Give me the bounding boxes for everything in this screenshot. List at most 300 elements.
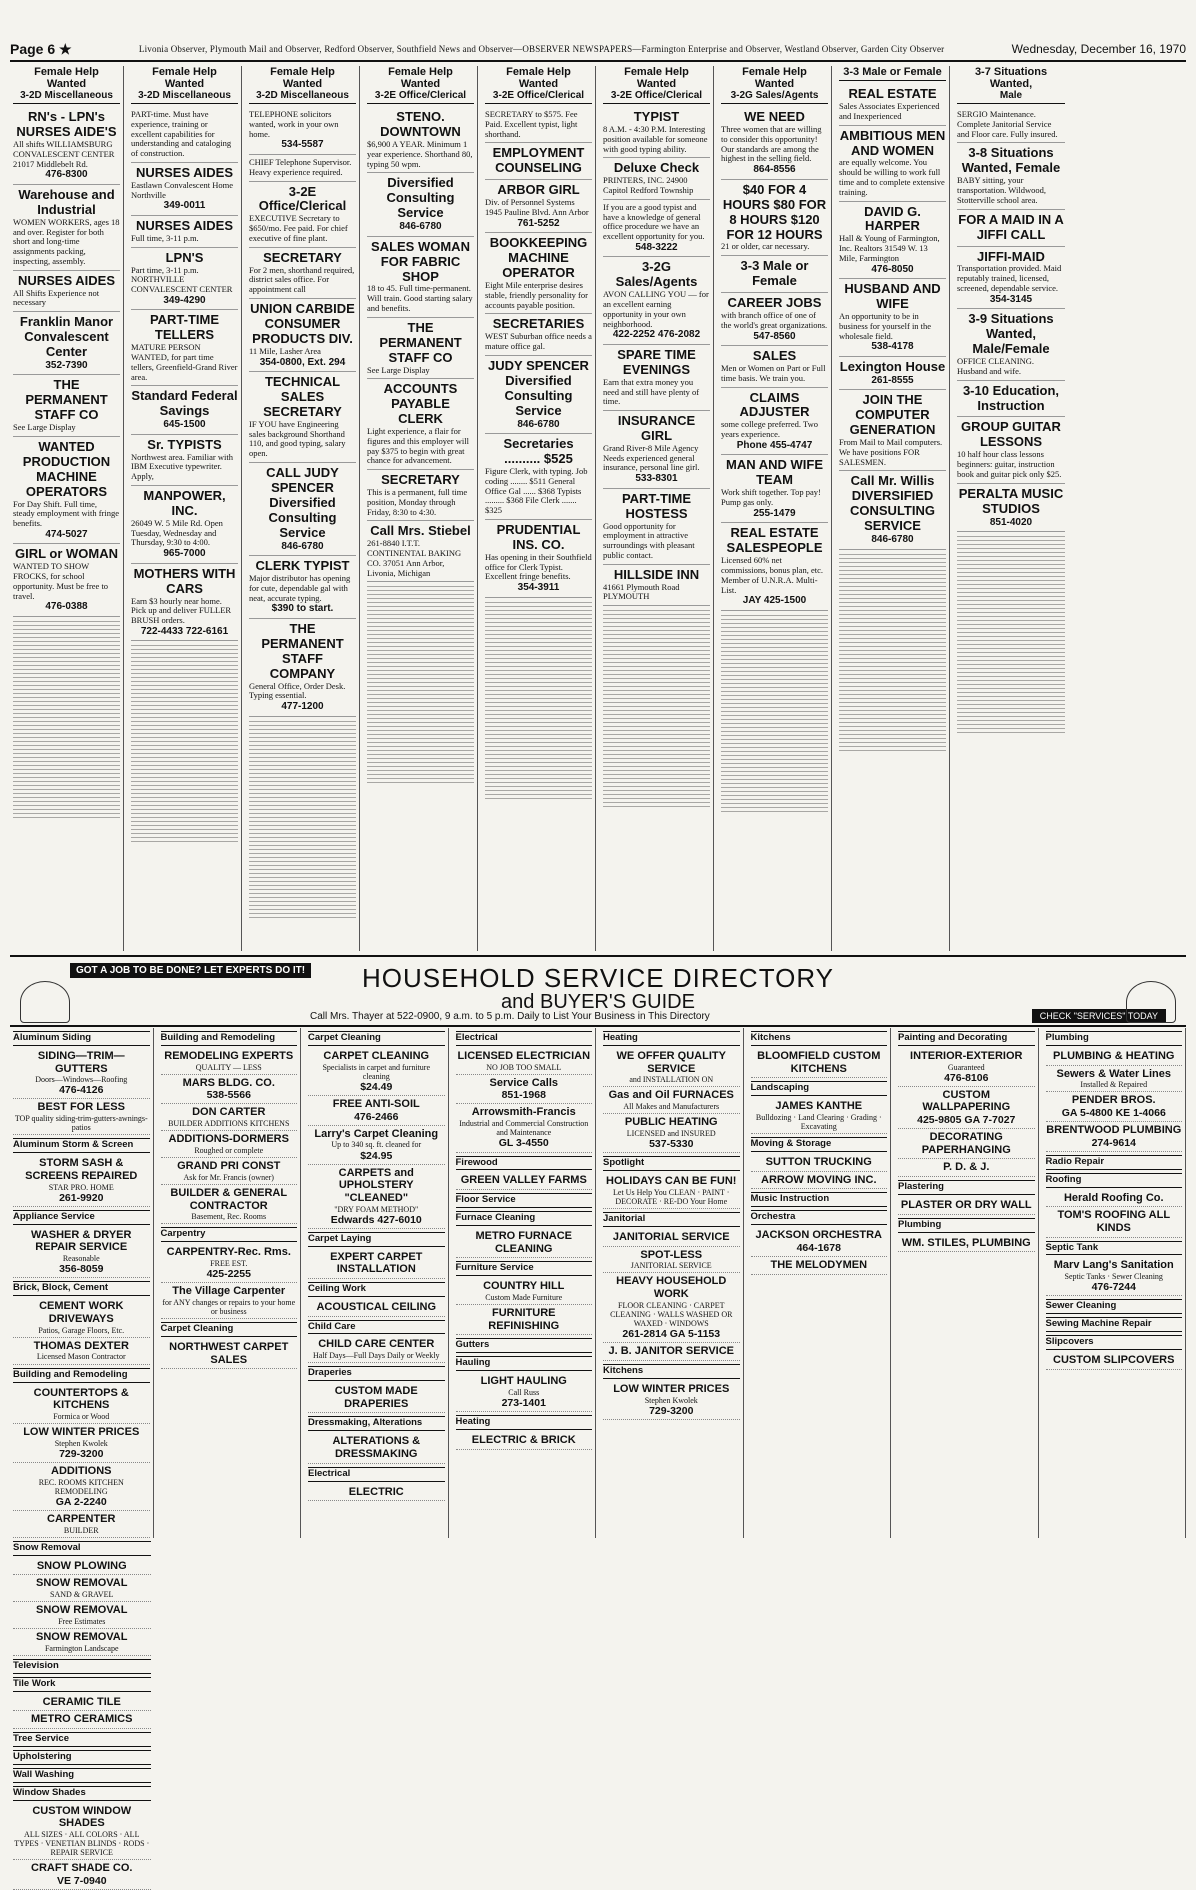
ad-title: Call Mr. Willis DIVERSIFIED CONSULTING SERVICE: [850, 473, 935, 534]
fine-print-block: [485, 602, 592, 802]
listing-detail: Specialists in carpet and furniture cleaning: [322, 1062, 431, 1081]
ad-body: with branch office of one of the world's great organizations.: [721, 310, 828, 330]
ad-body: BABY sitting, your transportation. Wildwood, Stotterville school area.: [957, 175, 1046, 205]
listing-name: ARROW MOVING INC.: [761, 1173, 877, 1186]
listing-name: METRO FURNACE CLEANING: [475, 1229, 573, 1255]
ad-phone: 354-0800, Ext. 294: [259, 356, 346, 368]
column-heading-title: 3-7 Situations Wanted,: [974, 66, 1048, 91]
ad-title: 3-8 Situations Wanted, Female: [961, 145, 1061, 176]
listing-phone: 425-2255: [206, 1268, 251, 1281]
classified-ad: [131, 435, 238, 486]
column-heading-subtitle: 3-2E Office/Clerical: [610, 90, 703, 102]
directory-listing: [308, 1484, 445, 1502]
ad-title: MAN AND WIFE TEAM: [725, 457, 823, 488]
ad-body: are equally welcome. You should be willing to work full time and to complete extensive training.: [839, 157, 945, 197]
ad-body: Full time, 3-11 p.m.: [131, 232, 199, 243]
directory-section-heading: Heating: [456, 1415, 593, 1430]
listing-name: MARS BLDG. CO.: [182, 1076, 275, 1089]
ad-title: Deluxe Check: [613, 160, 700, 176]
directory-section-heading: Brick, Block, Cement: [13, 1281, 150, 1296]
directory-column: [748, 1028, 892, 1538]
directory-listing: [898, 1159, 1035, 1177]
listing-name: SNOW REMOVAL: [36, 1604, 128, 1617]
ad-phone: 533-8301: [635, 473, 678, 485]
directory-listing: [1046, 1207, 1183, 1237]
classified-ad: [957, 484, 1065, 532]
directory-listing: [603, 1114, 740, 1153]
directory-listing: [161, 1104, 298, 1131]
classified-ad: [249, 463, 356, 556]
fine-print-block: [13, 621, 120, 821]
directory-section-heading: Tree Service: [13, 1732, 151, 1747]
classified-ad: [721, 293, 828, 346]
classified-ad: [249, 619, 356, 717]
listing-phone: $24.49: [360, 1080, 393, 1093]
listing-name: J. B. JANITOR SERVICE: [608, 1345, 735, 1358]
ad-title: BOOKKEEPING MACHINE OPERATOR: [489, 235, 588, 281]
ad-body: If you are a good typist and have a knowledge of general office procedure we have an excellent opportunity for you.: [603, 201, 705, 242]
directory-section-heading: Janitorial: [603, 1212, 740, 1227]
ad-body: All shifts WILLIAMSBURG CONVALESCENT CENTER 21017 Middlebelt Rd.: [13, 139, 115, 169]
ad-body: MATURE PERSON WANTED, for part time tellers, Greenfield-Grand River area.: [131, 342, 238, 382]
directory-section-heading: Tile Work: [13, 1677, 151, 1692]
service-directory: [10, 1028, 1186, 1888]
ad-body: Eight Mile enterprise desires stable, friendly personality for accounts payable position.: [485, 280, 588, 310]
listing-detail: STAR PRO. HOME: [48, 1182, 114, 1192]
classified-ad: [485, 180, 592, 233]
listing-detail: Installed & Repaired: [1080, 1080, 1148, 1090]
directory-section-heading: Sewer Cleaning: [1046, 1299, 1183, 1314]
ad-title: ARBOR GIRL: [497, 182, 580, 198]
ad-title: Diversified Consulting Service: [386, 175, 455, 221]
classified-ad: [131, 163, 238, 216]
classified-ad: [13, 544, 120, 617]
listing-name: LOW WINTER PRICES: [613, 1382, 730, 1395]
classified-column: [482, 66, 596, 951]
directory-listing: [308, 1126, 445, 1165]
ad-title: TYPIST: [633, 109, 680, 125]
directory-listing: [13, 1860, 151, 1890]
ad-body: Northwest area. Familiar with IBM Executive typewriter. Apply,: [131, 451, 233, 482]
classified-ad: [603, 565, 710, 606]
ad-phone: 352-7390: [45, 359, 88, 371]
banner-title: HOUSEHOLD SERVICE DIRECTORY: [362, 963, 834, 993]
fine-print-block: [839, 554, 946, 754]
ad-title: Call Mrs. Stiebel: [370, 523, 471, 539]
ad-phone: 422-2252 476-2082: [612, 329, 701, 341]
listing-detail: Basement, Rec. Rooms: [191, 1212, 267, 1222]
ad-title: JUDY SPENCER Diversified Consulting Service: [488, 357, 589, 418]
column-heading: [131, 66, 238, 104]
classified-ad: [249, 372, 356, 463]
directory-section-heading: Radio Repair: [1046, 1155, 1183, 1170]
listing-name: SPOT-LESS: [640, 1248, 703, 1261]
listing-name: CARPENTRY-Rec. Rms.: [166, 1246, 291, 1259]
directory-section-heading: Wall Washing: [13, 1768, 151, 1783]
directory-listing: [898, 1129, 1035, 1159]
ad-title: MANPOWER, INC.: [143, 487, 226, 518]
ad-title: GROUP GUITAR LESSONS: [961, 419, 1061, 450]
directory-section-heading: Plumbing: [898, 1218, 1035, 1233]
directory-section-heading: Child Care: [308, 1320, 445, 1335]
directory-listing: [456, 1104, 593, 1152]
classified-column: [128, 66, 242, 951]
listing-name: Service Calls: [489, 1076, 558, 1089]
ad-title: 3-2G Sales/Agents: [615, 259, 698, 290]
directory-listing: [13, 1338, 150, 1365]
ad-body: Earn that extra money you need and still have plenty of time.: [603, 376, 700, 407]
classified-ad: [131, 107, 238, 163]
classified-column: [718, 66, 832, 951]
listing-name: CUSTOM MADE DRAPERIES: [334, 1385, 418, 1410]
classified-ad: [367, 470, 474, 521]
column-heading: [249, 66, 356, 104]
ad-title: HILLSIDE INN: [613, 566, 700, 582]
listing-name: Arrowsmith-Francis: [471, 1106, 576, 1119]
directory-section-heading: Orchestra: [751, 1210, 888, 1225]
classified-ad: [367, 107, 474, 173]
column-heading-subtitle: 3-2E Office/Clerical: [374, 90, 467, 102]
classified-ad: [367, 237, 474, 318]
directory-listing: [161, 1131, 298, 1158]
ad-body: 8 A.M. - 4:30 P.M. Interesting position available for someone with good typing ability.: [603, 124, 708, 154]
directory-listing: [308, 1096, 445, 1126]
listing-phone: 356-8059: [59, 1263, 104, 1276]
classified-ad: [367, 521, 474, 582]
classified-ad: [131, 248, 238, 311]
classified-ad: [721, 523, 828, 610]
ad-body: Major distributor has opening for cute, dependable gal with neat, accurate typing.: [249, 573, 351, 603]
listing-detail: LICENSED and INSURED: [626, 1128, 716, 1138]
directory-column: [1043, 1028, 1187, 1538]
listing-name: WE OFFER QUALITY SERVICE: [616, 1049, 726, 1075]
directory-listing: [13, 1629, 151, 1656]
fine-print-block: [249, 721, 356, 921]
directory-listing: [308, 1048, 445, 1096]
classified-ad: [839, 471, 946, 549]
directory-listing: [308, 1433, 445, 1463]
directory-listing: [1046, 1352, 1183, 1370]
column-heading: [367, 66, 474, 104]
ad-phone: 722-4433 722-6161: [140, 625, 229, 637]
classified-ad: [13, 271, 120, 312]
directory-listing: [603, 1087, 740, 1114]
ad-title: SECRETARY: [381, 472, 460, 488]
listing-name: TOM'S ROOFING ALL KINDS: [1057, 1209, 1171, 1234]
page-number: Page 6 ★: [10, 40, 72, 57]
ad-phone: 851-4020: [989, 516, 1033, 528]
ad-title: PERALTA MUSIC STUDIOS: [958, 485, 1064, 516]
listing-name: ELECTRIC: [348, 1485, 404, 1498]
column-heading: [839, 66, 946, 81]
directory-section-heading: Slipcovers: [1046, 1335, 1183, 1350]
listing-detail: ALL SIZES · ALL COLORS · ALL TYPES · VENETIAN BLINDS · RODS · REPAIR SERVICE: [14, 1829, 150, 1858]
ad-phone: 864-8556: [753, 164, 796, 176]
listing-detail: Roughed or complete: [194, 1145, 264, 1155]
ad-body: General Office, Order Desk. Typing essential.: [249, 680, 346, 701]
listing-detail: Doors—Windows—Roofing: [35, 1075, 128, 1085]
ad-phone: 349-0011: [163, 200, 206, 212]
listing-detail: SAND & GRAVEL: [50, 1589, 114, 1599]
listing-name: NORTHWEST CARPET SALES: [169, 1341, 289, 1366]
directory-listing: [751, 1154, 888, 1172]
ad-body: Has opening in their Southfield office for Clerk Typist. Excellent fringe benefits.: [485, 551, 592, 582]
classified-ad: [839, 357, 946, 390]
ad-body: Men or Women on Part or Full time basis. We train you.: [721, 362, 826, 383]
listing-name: SNOW REMOVAL: [36, 1577, 128, 1590]
classified-ad: [249, 556, 356, 619]
classified-ad: [367, 173, 474, 236]
listing-detail: BUILDER ADDITIONS KITCHENS: [168, 1119, 290, 1129]
classified-ad: [721, 388, 828, 456]
listing-phone: GL 3-4550: [498, 1137, 549, 1150]
ad-body: All Shifts Experience not necessary: [13, 287, 100, 308]
ad-title: THE PERMANENT STAFF CO: [25, 377, 108, 423]
listing-detail: Farmington Landscape: [44, 1643, 119, 1653]
listing-name: JAMES KANTHE: [775, 1100, 863, 1113]
classified-ad: [957, 381, 1065, 418]
listing-name: FREE ANTI-SOIL: [332, 1098, 420, 1110]
ad-body: some college preferred. Two years experience.: [721, 419, 818, 440]
ad-body: This is a permanent, full time position, Monday through Friday, 8:30 to 4:30.: [367, 487, 468, 517]
classified-ad: [603, 200, 710, 258]
ad-title: LPN'S: [165, 249, 204, 265]
ad-title: GIRL or WOMAN: [14, 546, 119, 562]
listing-name: DON CARTER: [192, 1106, 266, 1119]
column-heading: [13, 66, 120, 104]
listing-phone: 729-3200: [649, 1404, 694, 1417]
directory-listing: [1046, 1122, 1183, 1152]
classified-ad: [249, 107, 356, 155]
directory-section-heading: Spotlight: [603, 1156, 740, 1171]
classified-ad: [721, 180, 828, 257]
column-heading-title: Female Help Wanted: [742, 66, 807, 91]
ad-body: Three women that are willing to consider this opportunity! Our standards are among the highest in the selling field.: [721, 124, 822, 164]
column-heading-title: Female Help Wanted: [506, 66, 571, 91]
classified-ad: [603, 411, 710, 489]
directory-section-heading: Septic Tank: [1046, 1241, 1183, 1256]
directory-listing: [456, 1373, 593, 1412]
listing-phone: 273-1401: [501, 1396, 546, 1409]
directory-column: [453, 1028, 597, 1538]
ad-title: THE PERMANENT STAFF COMPANY: [261, 620, 344, 681]
ad-title: INSURANCE GIRL: [617, 413, 696, 443]
directory-section-heading: Sewing Machine Repair: [1046, 1317, 1183, 1332]
directory-listing: [13, 1558, 151, 1576]
ad-title: HUSBAND AND WIFE: [844, 281, 941, 312]
listing-phone: 261-2814 GA 5-1153: [622, 1328, 721, 1341]
listing-name: The Village Carpenter: [172, 1285, 286, 1298]
directory-listing: [13, 1463, 150, 1511]
ad-body: Good opportunity for employment in attractive surroundings with pleasant public contact.: [603, 520, 695, 560]
ad-title: RN's - LPN's NURSES AIDE'S: [16, 109, 117, 140]
listing-detail: BUILDER: [63, 1525, 99, 1535]
directory-listing: [456, 1305, 593, 1335]
listing-name: COUNTRY HILL: [483, 1280, 565, 1293]
ad-title: UNION CARBIDE CONSUMER PRODUCTS DIV.: [250, 300, 355, 346]
directory-column: [305, 1028, 449, 1538]
listing-detail: Up to 340 sq. ft. cleaned for: [331, 1140, 422, 1150]
directory-column: [158, 1028, 302, 1538]
directory-listing: [161, 1075, 298, 1105]
column-heading-subtitle: 3-2D Miscellaneous: [20, 90, 113, 102]
directory-section-heading: Appliance Service: [13, 1210, 150, 1225]
listing-name: ALTERATIONS & DRESSMAKING: [332, 1435, 421, 1461]
ad-phone: 538-4178: [871, 341, 914, 353]
ad-body: 41661 Plymouth Road PLYMOUTH: [603, 581, 680, 602]
ad-title: Franklin Manor Convalescent Center: [19, 314, 114, 359]
column-heading-title: 3-3 Male or Female: [843, 66, 942, 78]
ad-body: Work shift together. Top pay! Pump gas only.: [721, 487, 821, 508]
directory-listing: [603, 1048, 740, 1087]
listing-name: JACKSON ORCHESTRA: [755, 1229, 882, 1242]
classified-ad: [957, 143, 1065, 209]
classified-ad: [839, 126, 946, 202]
ad-phone: 476-0388: [45, 601, 88, 613]
ad-title: CLERK TYPIST: [255, 558, 350, 574]
publication-line: Livonia Observer, Plymouth Mail and Observer, Redford Observer, Southfield News and Observer—OBSERVER NEWSPAPERS—Farmington Enterprise and Observer, Westland Observer, Garden City Observer: [138, 44, 945, 54]
ad-phone: $390 to start.: [271, 603, 334, 615]
ad-body: An opportunity to be in business for yourself in the wholesale field.: [839, 311, 932, 341]
directory-listing: [603, 1173, 740, 1209]
ad-title: 3-2E Office/Clerical: [258, 183, 347, 214]
ad-body: WEST Suburban office needs a mature office gal.: [485, 331, 592, 352]
column-heading-subtitle: 3-2G Sales/Agents: [730, 90, 819, 102]
listing-phone: 425-9805 GA 7-7027: [917, 1114, 1016, 1127]
ad-title: PRUDENTIAL INS. CO.: [496, 521, 581, 552]
listing-name: PLUMBING & HEATING: [1053, 1049, 1175, 1062]
listing-detail: Free Estimates: [58, 1616, 106, 1626]
ad-title: STENO. DOWNTOWN: [380, 109, 461, 140]
directory-section-heading: Carpet Cleaning: [308, 1031, 445, 1046]
directory-listing: [751, 1048, 888, 1078]
ad-body: 261-8840 I.T.T. CONTINENTAL BAKING CO. 37051 Ann Arbor, Livonia, Michigan: [367, 538, 462, 578]
directory-listing: [161, 1158, 298, 1185]
classified-ad: [131, 564, 238, 642]
listing-detail: "DRY FOAM METHOD": [334, 1204, 419, 1214]
directory-section-heading: Firewood: [456, 1156, 593, 1171]
listing-name: Herald Roofing Co.: [1063, 1191, 1164, 1204]
ad-body: WANTED TO SHOW FROCKS, for school opportunity. Must be free to travel.: [13, 561, 109, 601]
classified-ad: [957, 210, 1065, 247]
listing-name: Sewers & Water Lines: [1056, 1067, 1172, 1080]
ad-body: 18 to 45. Full time-permanent. Will train. Good starting salary and benefits.: [367, 283, 473, 314]
ad-title: WANTED PRODUCTION MACHINE OPERATORS: [22, 438, 111, 499]
fine-print-block: [367, 586, 474, 786]
directory-section-heading: Furniture Service: [456, 1261, 593, 1276]
listing-phone: 476-7244: [1091, 1281, 1136, 1294]
listing-name: BRENTWOOD PLUMBING: [1046, 1124, 1182, 1137]
listing-phone: GA 2-2240: [55, 1495, 107, 1508]
classified-ad: [603, 158, 710, 199]
ad-body: AVON CALLING YOU — for an excellent earning opportunity in your own neighborhood.: [603, 289, 709, 329]
classified-ad: [485, 107, 592, 143]
listing-detail: Licensed Mason Contractor: [36, 1352, 126, 1362]
directory-section-heading: Heating: [603, 1031, 740, 1046]
listing-name: PUBLIC HEATING: [624, 1116, 718, 1129]
painter-cartoon-icon: [1126, 981, 1176, 1023]
listing-name: THE MELODYMEN: [770, 1258, 868, 1271]
column-heading: [957, 66, 1065, 104]
directory-listing: [456, 1048, 593, 1075]
listing-name: CARPENTER: [47, 1512, 116, 1525]
directory-section-heading: Painting and Decorating: [898, 1031, 1035, 1046]
listing-name: CARPETS and UPHOLSTERY "CLEANED": [338, 1166, 414, 1204]
directory-listing: [603, 1343, 740, 1361]
directory-section-heading: Gutters: [456, 1338, 593, 1353]
listing-name: Marv Lang's Sanitation: [1053, 1259, 1174, 1272]
ad-body: WOMEN WORKERS, ages 18 and over. Register for both short and long-time assignments packing, inspecting, assembly.: [13, 216, 120, 266]
listing-name: CERAMIC TILE: [42, 1695, 121, 1708]
listing-detail: FLOOR CLEANING · CARPET CLEANING · WALLS WASHED OR WAXED · WINDOWS: [610, 1300, 733, 1329]
ad-phone: 477-1200: [281, 701, 324, 713]
directory-listing: [13, 1711, 151, 1729]
ad-phone: 534-5587: [281, 139, 324, 151]
column-heading: [485, 66, 592, 104]
classified-ad: [131, 310, 238, 386]
directory-listing: [13, 1803, 151, 1861]
ad-title: THE PERMANENT STAFF CO: [379, 319, 462, 365]
ad-body: Eastlawn Convalescent Home Northville: [131, 179, 233, 200]
listing-name: CARPET CLEANING: [323, 1049, 430, 1062]
listing-detail: Formica or Wood: [53, 1411, 110, 1421]
listing-phone: $24.95: [360, 1149, 393, 1162]
directory-listing: [161, 1283, 298, 1319]
ad-title: CLAIMS ADJUSTER: [739, 389, 810, 420]
column-heading: [721, 66, 828, 104]
directory-listing: [161, 1244, 298, 1283]
directory-section-heading: Electrical: [456, 1031, 593, 1046]
ad-body: SECRETARY to $575. Fee Paid. Excellent typist, light shorthand.: [485, 109, 578, 139]
ad-title: SPARE TIME EVENINGS: [617, 346, 696, 377]
ad-body: Hall & Young of Farmington, Inc. Realtors 31549 W. 13 Mile, Farmington: [839, 233, 940, 263]
listing-phone: 476-2466: [354, 1110, 399, 1123]
classified-ad: [721, 107, 828, 180]
ad-body: Sales Associates Experienced and Inexperienced: [839, 101, 940, 121]
ad-phone: 846-6780: [399, 221, 442, 233]
household-service-banner: [10, 955, 1186, 1027]
classified-ad: [603, 107, 710, 158]
ad-title: REAL ESTATE: [848, 86, 937, 102]
ad-title: Secretaries .......... $525: [503, 436, 574, 467]
listing-name: WM. STILES, PLUMBING: [901, 1236, 1031, 1249]
ad-title: JOIN THE COMPUTER GENERATION: [849, 392, 936, 438]
directory-listing: [13, 1227, 150, 1279]
ad-title: DAVID G. HARPER: [864, 203, 921, 234]
listing-detail: Half Days—Full Days Daily or Weekly: [312, 1351, 440, 1361]
directory-listing: [13, 1048, 150, 1100]
directory-listing: [13, 1298, 150, 1337]
classified-ad: [721, 455, 828, 523]
ad-phone: 349-4290: [163, 294, 206, 306]
ad-title: PART-TIME TELLERS: [149, 312, 220, 343]
listing-detail: Stephen Kwolek: [644, 1395, 698, 1405]
ad-body: From Mail to Mail computers. We have positions FOR SALESMEN.: [839, 437, 943, 467]
listing-detail: JANITORIAL SERVICE: [630, 1261, 712, 1271]
listing-phone: GA 5-4800 KE 1-4066: [1061, 1107, 1166, 1120]
listing-name: HOLIDAYS CAN BE FUN!: [606, 1175, 737, 1188]
ad-body: Light experience, a flair for figures and this employer will pay $375 to begin with great chance for advancement.: [367, 426, 469, 466]
ad-title: ACCOUNTS PAYABLE CLERK: [383, 381, 458, 427]
listing-name: ADDITIONS-DORMERS: [168, 1133, 289, 1146]
ad-phone: 474-5027: [45, 528, 88, 540]
listing-detail: Let Us Help You CLEAN · PAINT · DECORATE · RE-DO Your Home: [613, 1187, 730, 1206]
directory-section-heading: Electrical: [308, 1467, 445, 1482]
ad-title: JIFFI-MAID: [977, 248, 1045, 264]
listing-name: SNOW REMOVAL: [36, 1631, 128, 1643]
directory-section-heading: Draperies: [308, 1366, 445, 1381]
listing-detail: for ANY changes or repairs to your home or business: [162, 1297, 296, 1317]
